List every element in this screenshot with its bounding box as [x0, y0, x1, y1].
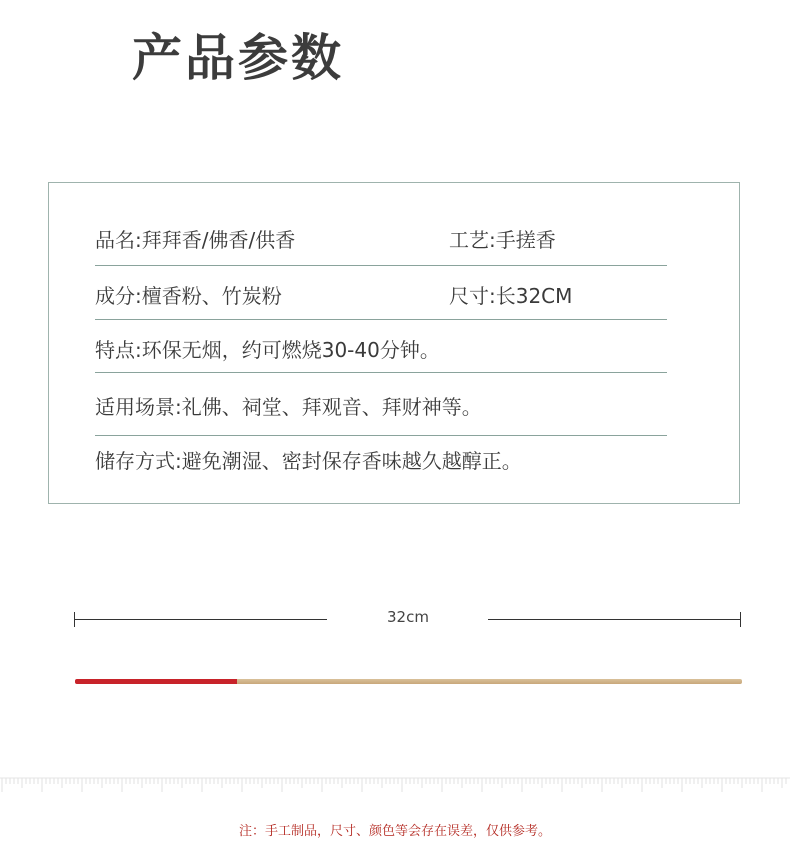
row-divider — [95, 265, 667, 266]
spec-row — [95, 269, 667, 323]
spec-row — [95, 434, 667, 488]
right-measure-line — [488, 619, 741, 620]
spec-row — [95, 380, 667, 434]
right-tick — [740, 612, 741, 627]
spec-features: 特点:环保无烟，约可燃烧30-40分钟。 — [95, 338, 440, 362]
spec-size: 尺寸:长32CM — [449, 284, 573, 308]
spec-name: 品名:拜拜香/佛香/供香 — [95, 228, 296, 252]
spec-row — [95, 213, 667, 267]
left-measure-line — [74, 619, 327, 620]
spec-row — [95, 323, 667, 377]
incense-stick-red-tip — [75, 679, 237, 684]
length-label: 32cm — [387, 608, 429, 626]
spec-craft: 工艺:手搓香 — [449, 228, 556, 252]
spec-usage: 适用场景:礼佛、祠堂、拜观音、拜财神等。 — [95, 395, 482, 419]
spec-ingredients: 成分:檀香粉、竹炭粉 — [95, 284, 282, 308]
disclaimer-note: 注：手工制品，尺寸、颜色等会存在误差，仅供参考。 — [238, 824, 551, 839]
row-divider — [95, 319, 667, 320]
row-divider — [95, 372, 667, 373]
length-indicator — [74, 606, 742, 636]
spec-table — [48, 182, 740, 504]
incense-stick-body — [237, 679, 742, 684]
spec-storage: 储存方式:避免潮湿、密封保存香味越久越醇正。 — [95, 449, 522, 473]
ruler-scale — [0, 772, 790, 794]
incense-stick-image — [75, 679, 742, 684]
page-title: 产品参数 — [132, 29, 344, 87]
